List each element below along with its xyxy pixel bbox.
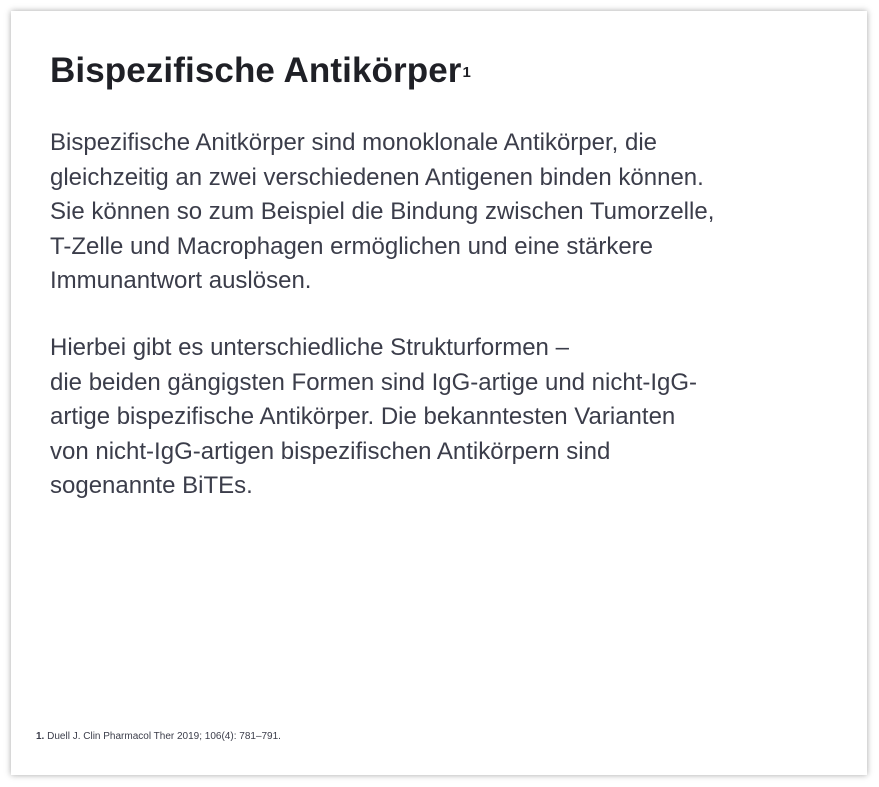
title-footnote-marker: 1: [462, 64, 471, 81]
paragraph-line: Immunantwort auslösen.: [50, 267, 312, 294]
paragraph-line: Hierbei gibt es unterschiedliche Strukturformen –: [50, 334, 569, 361]
footnote-text: Duell J. Clin Pharmacol Ther 2019; 106(4): 781–791.: [47, 731, 281, 742]
paragraph-line: Sie können so zum Beispiel die Bindung zwischen Tumorzelle,: [50, 198, 715, 225]
paragraph-line: T-Zelle und Macrophagen ermöglichen und eine stärkere: [50, 232, 654, 260]
paragraph-structure: [50, 331, 840, 504]
paragraph-line: die beiden gängigsten Formen sind IgG-artige und nicht-IgG-: [50, 368, 698, 396]
paragraph-line: gleichzeitig an zwei verschiedenen Antigenen binden können.: [50, 163, 704, 191]
paragraph-intro: [50, 126, 840, 299]
paragraph-line: sogenannte BiTEs.: [50, 472, 253, 499]
content-card: [11, 11, 867, 775]
paragraph-line: von nicht-IgG-artigen bispezifischen Antikörpern sind: [50, 437, 611, 465]
footnote: [36, 731, 281, 742]
title-text: Bispezifische Antikörper: [50, 51, 462, 90]
paragraph-line: Bispezifische Anitkörper sind monoklonale Antikörper, die: [50, 129, 658, 156]
paragraph-line: artige bispezifische Antikörper. Die bekanntesten Varianten: [50, 403, 676, 430]
page-title: [50, 48, 471, 94]
footnote-number: 1.: [36, 731, 45, 742]
